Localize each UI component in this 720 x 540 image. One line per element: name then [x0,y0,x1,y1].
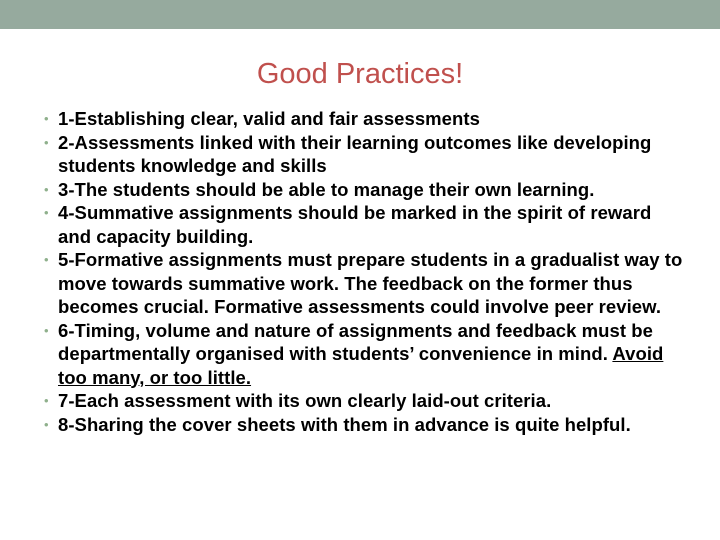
bullet-text: 2-Assessments linked with their learning outcomes like developing students knowledge and skills [58,131,652,176]
bullet-text: 4-Summative assignments should be marked in the spirit of reward and capacity building. [58,202,652,247]
bullet-item-7 [44,389,684,413]
bullet-text: 8-Sharing the cover sheets with them in advance is quite helpful. [58,413,631,435]
bullet-dot-icon: • [44,134,49,150]
bullet-item-3 [44,178,684,202]
bullet-text: 6-Timing, volume and nature of assignments and feedback must be departmentally organised with students’ convenience in mind. [58,319,653,364]
bullet-dot-icon: • [44,252,49,267]
bullet-list [44,107,684,436]
bullet-dot-icon: • [44,205,49,220]
bullet-dot-icon: • [44,322,49,338]
bullet-text: 1-Establishing clear, valid and fair assessments [58,108,480,129]
bullet-item-2 [44,131,684,178]
bullet-text: 3-The students should be able to manage their own learning. [58,178,595,200]
slide-title: Good Practices! [256,58,464,90]
bullet-dot-icon: • [44,181,49,197]
bullet-dot-icon: • [44,111,49,126]
bullet-underlined-text: Avoid too many, or too little. [58,343,664,388]
bullet-text: 7-Each assessment with its own clearly laid-out criteria. [58,390,552,411]
bullet-item-5 [44,248,684,319]
bullet-item-6 [44,319,684,390]
bullet-dot-icon: • [44,393,49,408]
top-accent-bar [0,0,720,29]
bullet-dot-icon: • [44,416,49,432]
bullet-item-4 [44,201,684,248]
bullet-item-8 [44,413,684,437]
bullet-text: 5-Formative assignments must prepare students in a gradualist way to move towards summative work. The feedback on the former thus becomes crucial. Formative assessments could involve peer review. [58,249,683,317]
bullet-item-1 [44,107,684,131]
